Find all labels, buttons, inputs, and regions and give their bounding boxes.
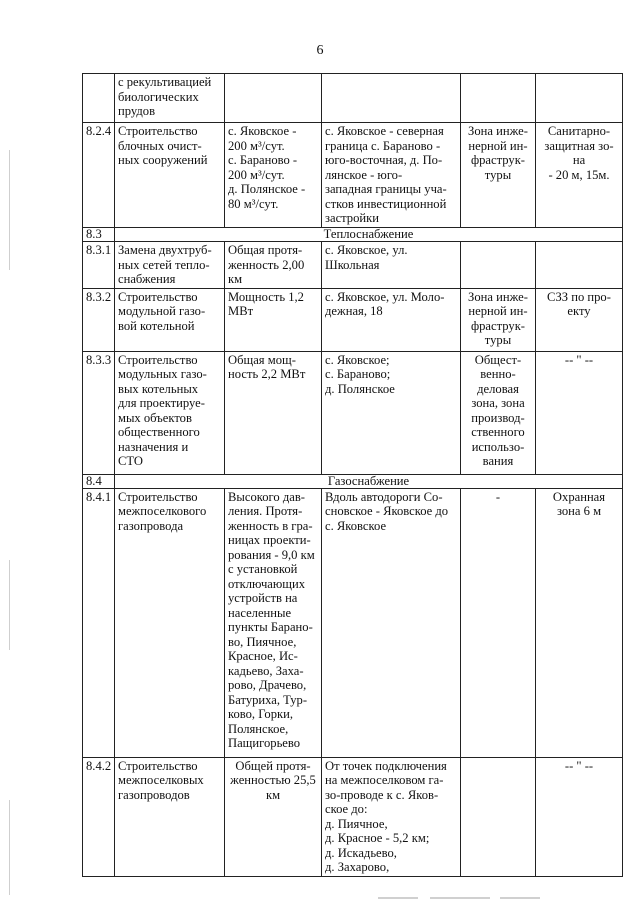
item-number-cell: 8.3.3 xyxy=(83,351,115,474)
item-parameters-cell xyxy=(225,242,322,289)
cell-text-line: устройств на xyxy=(228,591,298,605)
cell-text-line: Замена двухтруб- xyxy=(118,243,212,257)
cell-text-line: От точек подключения xyxy=(325,758,447,773)
cell-text-line: д. Полянское xyxy=(325,381,395,396)
item-location-cell xyxy=(322,123,461,228)
item-parameters-cell xyxy=(225,288,322,351)
cell-text-line: с. Яковское, ул. xyxy=(325,243,408,257)
cell-text-line: 200 м³/сут. xyxy=(228,138,285,153)
cell-text-line: СТО xyxy=(118,454,144,468)
cell-text-line: женность в гра- xyxy=(228,518,313,533)
item-number-cell: 8.4.2 xyxy=(83,757,115,876)
cell-text-line: для проектируе- xyxy=(118,396,205,410)
item-restriction-cell xyxy=(536,351,623,474)
item-restriction-cell xyxy=(536,757,623,876)
scan-artifact xyxy=(500,897,540,899)
cell-text-line: км xyxy=(228,272,243,286)
item-zone-cell xyxy=(461,288,536,351)
table-row xyxy=(83,351,623,474)
planning-table xyxy=(82,73,623,877)
item-number-cell xyxy=(83,74,115,123)
cell-text-line: ных сетей тепло- xyxy=(118,257,210,272)
cell-text-line: вых котельных xyxy=(118,381,199,396)
item-restriction-cell xyxy=(536,488,623,757)
scan-artifact xyxy=(430,897,490,899)
cell-text-line: стков инвестиционной xyxy=(325,196,447,211)
cell-text-line: вания xyxy=(482,454,514,468)
cell-text-line: ных сооружений xyxy=(118,153,208,167)
cell-text-line: модульных газо- xyxy=(118,367,207,381)
item-location-cell xyxy=(322,757,461,876)
cell-text-line: блочных очист- xyxy=(118,138,202,153)
cell-text-line: Зона инже- xyxy=(468,124,528,138)
table-row xyxy=(83,242,623,289)
cell-text-line: ность 2,2 МВт xyxy=(228,367,306,381)
table-row xyxy=(83,488,623,757)
item-zone-cell xyxy=(461,242,536,289)
cell-text-line: ницах проекти- xyxy=(228,533,311,547)
cell-text-line: Санитарно- xyxy=(547,124,611,138)
cell-text-line: Школьная xyxy=(325,257,380,272)
cell-text-line: дежная, 18 xyxy=(325,304,383,318)
cell-text-line: Общест- xyxy=(474,352,522,367)
item-location-cell xyxy=(322,488,461,757)
cell-text-line: кадьево, Заха- xyxy=(228,663,304,678)
cell-text-line: 80 м³/сут. xyxy=(228,196,279,211)
item-zone-cell xyxy=(461,488,536,757)
cell-text-line: Мощность 1,2 xyxy=(228,289,304,304)
cell-text-line: ково, Горки, xyxy=(228,707,294,721)
cell-text-line: межпоселкового xyxy=(118,504,207,518)
cell-text-line: общественного xyxy=(118,425,200,439)
item-restriction-cell xyxy=(536,123,623,228)
scan-margin-mark xyxy=(9,150,10,270)
table-row xyxy=(83,757,623,876)
cell-text-line: нерной ин- xyxy=(468,304,528,318)
cell-text-line: Строительство xyxy=(118,289,198,304)
cell-text-line: Красное, Ис- xyxy=(228,649,298,663)
item-name-cell xyxy=(115,74,225,123)
item-name-cell xyxy=(115,123,225,228)
table-row xyxy=(83,288,623,351)
cell-text-line: западная границы уча- xyxy=(325,182,447,196)
cell-text-line: с. Яковское - северная xyxy=(325,124,444,138)
item-location-cell xyxy=(322,288,461,351)
cell-text-line: на межпоселковом га- xyxy=(325,773,444,787)
cell-text-line: фраструк- xyxy=(470,318,526,333)
cell-text-line: граница с. Бараново - xyxy=(325,138,441,153)
item-zone-cell xyxy=(461,351,536,474)
cell-text-line: с. Яковское xyxy=(325,518,387,533)
cell-text-line: снабжения xyxy=(118,272,176,286)
cell-text-line: производ- xyxy=(471,410,525,425)
cell-text-line: на xyxy=(572,153,586,167)
cell-text-line: -- " -- xyxy=(564,758,594,773)
cell-text-line: Батуриха, Тур- xyxy=(228,692,308,707)
cell-text-line: использо- xyxy=(471,439,525,454)
cell-text-line: венно- xyxy=(480,367,516,381)
item-name-cell xyxy=(115,288,225,351)
cell-text-line: МВт xyxy=(228,304,254,318)
cell-text-line: с рекультивацией xyxy=(118,75,212,89)
cell-text-line: Зона инже- xyxy=(468,289,528,304)
cell-text-line: СЗЗ по про- xyxy=(547,289,611,304)
item-number-cell: 8.3.2 xyxy=(83,288,115,351)
cell-text-line: екту xyxy=(567,304,591,318)
cell-text-line: защитная зо- xyxy=(544,138,614,153)
cell-text-line: Строительство xyxy=(118,758,198,773)
cell-text-line: д. Искадьево, xyxy=(325,845,397,860)
cell-text-line: с. Бараново - xyxy=(228,153,298,167)
cell-text-line: Полянское, xyxy=(228,721,289,736)
section-row xyxy=(83,474,623,488)
item-location-cell xyxy=(322,74,461,123)
cell-text-line: деловая xyxy=(477,381,519,396)
item-number-cell: 8.3.1 xyxy=(83,242,115,289)
cell-text-line: туры xyxy=(484,333,512,347)
cell-text-line: зона 6 м xyxy=(556,504,602,518)
cell-text-line: женностью 25,5 xyxy=(230,773,316,787)
cell-text-line: нерной ин- xyxy=(468,138,528,153)
table-row xyxy=(83,74,623,123)
cell-text-line: с. Яковское; xyxy=(325,352,390,367)
cell-text-line: межпоселковых xyxy=(118,773,204,787)
item-parameters-cell xyxy=(225,351,322,474)
cell-text-line: юго-восточная, д. По- xyxy=(325,153,443,167)
cell-text-line: Охранная xyxy=(552,489,606,504)
cell-text-line: фраструк- xyxy=(470,153,526,167)
cell-text-line: лянское - юго- xyxy=(325,167,403,182)
cell-text-line: отключающих xyxy=(228,576,306,591)
section-number-cell: 8.3 xyxy=(83,228,115,242)
item-parameters-cell xyxy=(225,757,322,876)
cell-text-line: мых объектов xyxy=(118,410,192,425)
table-body xyxy=(83,74,623,877)
cell-text-line: населенные xyxy=(228,605,292,620)
scan-margin-mark xyxy=(9,560,10,650)
cell-text-line: Высокого дав- xyxy=(228,489,305,504)
cell-text-line: вой котельной xyxy=(118,318,195,333)
item-name-cell xyxy=(115,351,225,474)
cell-text-line: Вдоль автодороги Со- xyxy=(325,489,443,504)
cell-text-line: 200 м³/сут. xyxy=(228,167,285,182)
item-name-cell xyxy=(115,757,225,876)
cell-text-line: пункты Барано- xyxy=(228,620,313,634)
item-number-cell: 8.2.4 xyxy=(83,123,115,228)
cell-text-line: д. Захарово, xyxy=(325,860,390,874)
page-number: 6 xyxy=(316,43,324,58)
cell-text-line: км xyxy=(265,787,281,802)
cell-text-line: биологических xyxy=(118,89,199,104)
cell-text-line: с установкой xyxy=(228,562,298,576)
cell-text-line: с. Яковское, ул. Моло- xyxy=(325,289,445,304)
cell-text-line: сновское - Яковское до xyxy=(325,504,449,518)
section-title-cell: Газоснабжение xyxy=(115,474,623,488)
cell-text-line: Пащигорьево xyxy=(228,736,301,750)
cell-text-line: назначения и xyxy=(118,439,189,454)
cell-text-line: туры xyxy=(484,167,512,182)
item-name-cell xyxy=(115,242,225,289)
item-restriction-cell xyxy=(536,74,623,123)
cell-text-line: д. Полянское - xyxy=(228,182,306,196)
cell-text-line: ское до: xyxy=(325,802,368,816)
item-zone-cell xyxy=(461,74,536,123)
cell-text-line: прудов xyxy=(118,104,156,118)
cell-text-line: застройки xyxy=(325,211,380,225)
cell-text-line: газопроводов xyxy=(118,787,190,802)
item-zone-cell xyxy=(461,123,536,228)
cell-text-line: д. Пиячное, xyxy=(325,816,388,831)
cell-text-line: д. Красное - 5,2 км; xyxy=(325,831,430,845)
cell-text-line: Строительство xyxy=(118,489,198,504)
table-row xyxy=(83,123,623,228)
cell-text-line: Общей протя- xyxy=(235,758,311,773)
scan-artifact xyxy=(378,897,418,899)
scan-margin-mark xyxy=(9,800,10,895)
cell-text-line: Строительство xyxy=(118,352,198,367)
item-restriction-cell xyxy=(536,242,623,289)
cell-text-line: зона, зона xyxy=(471,396,525,410)
item-parameters-cell xyxy=(225,123,322,228)
cell-text-line: Общая мощ- xyxy=(228,352,296,367)
cell-text-line: ственного xyxy=(471,425,525,439)
item-parameters-cell xyxy=(225,74,322,123)
cell-text-line: рово, Драчево, xyxy=(228,678,307,692)
cell-text-line: женность 2,00 xyxy=(228,257,305,272)
section-title-cell: Теплоснабжение xyxy=(115,228,623,242)
cell-text-line: во, Пиячное, xyxy=(228,634,297,649)
item-location-cell xyxy=(322,351,461,474)
cell-text-line: - 20 м, 15м. xyxy=(548,167,610,182)
cell-text-line: Общая протя- xyxy=(228,243,303,257)
item-name-cell xyxy=(115,488,225,757)
item-zone-cell xyxy=(461,757,536,876)
section-number-cell: 8.4 xyxy=(83,474,115,488)
cell-text-line: модульной газо- xyxy=(118,304,206,318)
cell-text-line: Строительство xyxy=(118,124,198,138)
section-row xyxy=(83,228,623,242)
cell-text-line: газопровода xyxy=(118,518,184,533)
cell-text-line: -- " -- xyxy=(564,352,594,367)
cell-text-line: с. Бараново; xyxy=(325,367,391,381)
cell-text-line: с. Яковское - xyxy=(228,124,297,138)
cell-text-line: ления. Протя- xyxy=(228,504,303,518)
item-parameters-cell xyxy=(225,488,322,757)
item-number-cell: 8.4.1 xyxy=(83,488,115,757)
cell-text-line: рования - 9,0 км xyxy=(228,547,315,562)
item-restriction-cell xyxy=(536,288,623,351)
cell-text-line: - xyxy=(495,489,501,504)
cell-text-line: зо-проводе к с. Яков- xyxy=(325,787,439,802)
item-location-cell xyxy=(322,242,461,289)
